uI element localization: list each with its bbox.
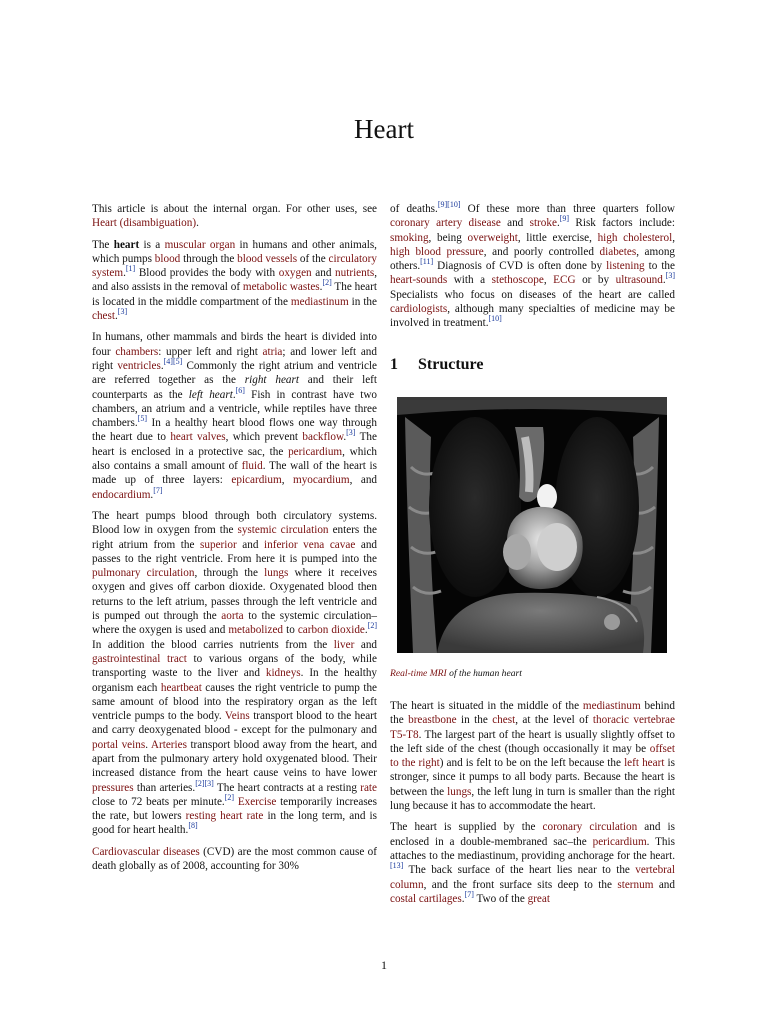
text-run: , which also contains a small amount of [92, 445, 378, 473]
text-run: . [150, 488, 154, 501]
wiki-link[interactable]: Veins [224, 710, 250, 723]
text-run: causes the right ventricle to pump the same amount of blood into the respiratory organ as the left ventricle pumps to the body. [92, 681, 377, 723]
wiki-link[interactable]: Heart (disambiguation) [92, 217, 197, 230]
text-run: , and poorly controlled [483, 245, 600, 258]
right-column [390, 202, 675, 913]
citation-ref[interactable]: [7] [153, 485, 163, 495]
wiki-link[interactable]: pressures [92, 781, 134, 794]
wiki-link[interactable]: stroke [529, 217, 557, 230]
text-run: of the [297, 252, 329, 265]
text-run: The heart is situated in the middle of the [390, 699, 583, 712]
text-run: in the long term, and is good for heart health. [92, 810, 377, 837]
wiki-link[interactable]: blood vessels [237, 252, 298, 265]
text-run: . The wall of the heart is made up of three layers: [92, 460, 377, 487]
paragraph [92, 845, 377, 874]
text-run: in the [456, 714, 493, 727]
text-run: The heart is enclosed in a protective sac, the [92, 431, 377, 458]
paragraph [390, 699, 675, 813]
wiki-link[interactable]: heart-sounds [390, 274, 448, 287]
text-run: , which prevent [225, 431, 303, 444]
wiki-link[interactable]: ultrasound [615, 274, 663, 287]
text-run: and [500, 217, 530, 230]
text-run: , [281, 474, 294, 487]
text-run: of deaths. [390, 203, 438, 215]
text-run: , through the [194, 567, 265, 580]
wiki-link[interactable]: pericardium [288, 445, 343, 458]
wiki-link[interactable]: pericardium [592, 835, 647, 848]
citation-ref[interactable]: [11] [420, 257, 434, 267]
wiki-link[interactable]: liver [333, 638, 355, 651]
wiki-link[interactable]: coronary circulation [542, 821, 638, 834]
wiki-link[interactable]: carbon dioxide [297, 624, 365, 637]
text-run: . [319, 281, 323, 294]
wiki-link[interactable]: listening [606, 260, 645, 273]
wiki-link[interactable]: smoking [390, 231, 429, 244]
wiki-link[interactable]: heart valves [170, 431, 226, 444]
wiki-link[interactable]: chest [92, 310, 115, 323]
text-run: to the systemic circulation–where the oxygen is used and [92, 610, 377, 637]
text-run: and their left counterparts as the [92, 374, 377, 401]
text-run: Specialists who focus on diseases of the heart are called [390, 288, 675, 301]
text-run: Commonly the right atrium and ventricle are referred together as the [92, 359, 377, 387]
text-run: through the [180, 252, 238, 265]
text-run: . [662, 274, 666, 287]
wiki-link[interactable]: metabolized [228, 624, 284, 637]
text-run: is a [139, 238, 165, 251]
wiki-link[interactable]: mediastinum [290, 295, 349, 308]
text-run: and [653, 878, 675, 891]
text-run: . The largest part of the heart is usually slightly offset to the left side of the chest (though occasionally it may be [390, 728, 675, 755]
wiki-link[interactable]: great [527, 892, 550, 905]
text-run: Fish in contrast have two chambers, an atrium and a ventricle, while reptiles have three chambers. [92, 388, 378, 430]
text-run: . In the healthy organism each [92, 667, 378, 694]
wiki-link[interactable]: T5-T8 [390, 728, 419, 741]
text-run: or by [575, 274, 616, 287]
text-run: . [196, 217, 199, 230]
citation-ref[interactable]: [3] [346, 428, 356, 438]
italic-term: left heart [188, 388, 233, 401]
caption-text: of the human heart [446, 667, 522, 679]
page-number: 1 [381, 958, 387, 972]
text-run: , at the level of [515, 714, 593, 727]
wiki-link[interactable]: chambers [115, 345, 159, 358]
citation-ref[interactable]: [6] [235, 385, 245, 395]
text-run: The heart contracts at a resting [213, 781, 361, 794]
text-run: ) and is felt to be on the left because the [439, 757, 625, 770]
right-column-body [390, 699, 675, 906]
text-run: (CVD) are the most common cause of death globally as of 2008, accounting for 30% [92, 845, 377, 873]
text-run: . [556, 217, 560, 230]
wiki-link[interactable]: pulmonary circulation [92, 567, 195, 580]
wiki-link[interactable]: circulatory system [92, 252, 377, 280]
citation-ref[interactable]: [8] [188, 821, 198, 831]
text-run: The heart pumps blood through both circulatory systems. Blood low in oxygen from the [92, 509, 377, 537]
text-run: The heart is located in the middle compartment of the [92, 281, 377, 308]
text-run: Two of the [473, 892, 528, 905]
text-run: behind the [390, 699, 675, 727]
text-run: , [543, 274, 554, 287]
text-run: close to 72 beats per minute. [92, 795, 225, 808]
text-run: The heart is supplied by the [390, 821, 543, 834]
wiki-link[interactable]: Cardiovascular diseases [92, 845, 200, 858]
figure-caption [390, 667, 675, 681]
wiki-link[interactable]: thoracic vertebrae [592, 714, 675, 727]
text-run: , and the front surface sits deep to the [423, 878, 618, 891]
text-run: , although many specialties of medicine may be involved in treatment. [390, 303, 675, 330]
text-run: . [115, 310, 118, 323]
wiki-link[interactable]: backflow [302, 431, 344, 444]
wiki-link[interactable]: rate [360, 781, 377, 794]
bold-term: heart [113, 238, 140, 251]
paragraph [390, 202, 675, 331]
paragraph [390, 820, 675, 906]
citation-ref[interactable]: [10] [488, 314, 502, 324]
wiki-link[interactable]: vertebral column [390, 864, 675, 891]
wiki-link[interactable]: high cholesterol [597, 231, 673, 244]
text-run: In addition the blood carries nutrients from the [92, 638, 334, 651]
text-run: . [160, 359, 164, 372]
text-run: ; and lower left and right [92, 345, 377, 372]
citation-ref[interactable]: [2] [367, 621, 378, 631]
paragraph [92, 509, 377, 838]
wiki-link[interactable]: left heart [624, 757, 665, 770]
wiki-link[interactable]: resting heart rate [185, 810, 264, 823]
text-run: and passes to the right ventricle. From here it is pumped into the [92, 538, 378, 565]
text-run: . [232, 388, 236, 401]
text-run: The back surface of the heart lies near to the [403, 864, 636, 877]
wiki-link[interactable]: fluid [241, 460, 263, 473]
text-run: , and [349, 474, 378, 487]
wiki-link[interactable]: heartbeat [160, 681, 202, 694]
text-run: in the [348, 295, 377, 308]
text-run: and [311, 267, 336, 280]
citation-ref[interactable]: [9] [559, 214, 570, 224]
text-run: to the [644, 260, 675, 273]
text-run: and [236, 538, 265, 551]
citation-ref[interactable]: [9][10] [437, 200, 461, 209]
wiki-link[interactable]: high blood pressure [390, 245, 484, 258]
section-heading-structure [390, 355, 675, 375]
left-column [92, 202, 377, 880]
wiki-link[interactable]: kidneys [265, 667, 301, 680]
text-run: . [123, 267, 126, 280]
wiki-link[interactable]: myocardium [293, 474, 350, 487]
text-run: to [283, 624, 298, 637]
text-run: , being [428, 231, 468, 244]
text-run: , [672, 231, 675, 244]
citation-ref[interactable]: [13] [390, 861, 404, 871]
citation-ref[interactable]: [2] [224, 792, 235, 802]
wiki-link[interactable]: superior [200, 538, 237, 551]
wiki-link[interactable]: ventricles [117, 359, 161, 372]
wiki-link[interactable]: ECG [553, 274, 576, 287]
text-run: In humans, other mammals and birds the heart is divided into four [92, 331, 377, 358]
wiki-link[interactable]: gastrointestinal tract [92, 652, 187, 665]
page-title: Heart [354, 114, 414, 144]
citation-ref[interactable]: [2] [322, 278, 332, 288]
text-run: Diagnosis of CVD is often done by [433, 260, 607, 273]
paragraph [92, 238, 377, 324]
text-run: Of these more than three quarters follow [460, 203, 675, 215]
text-run: . This attaches to the mediastinum, providing anchorage for the heart. [390, 835, 675, 862]
wiki-link[interactable]: breastbone [408, 714, 457, 727]
wiki-link[interactable]: inferior vena cavae [264, 538, 356, 551]
wiki-link[interactable]: Exercise [237, 795, 277, 808]
section-title: Structure [418, 355, 484, 373]
text-run: The [92, 238, 114, 251]
caption-link[interactable]: Real-time MRI [390, 667, 447, 679]
wiki-link[interactable]: diabetes [599, 245, 637, 258]
wiki-link[interactable]: chest [492, 714, 516, 727]
wiki-link[interactable]: mediastinum [582, 699, 641, 712]
wiki-link[interactable]: muscular organ [164, 238, 236, 251]
wiki-link[interactable]: lungs [264, 567, 289, 580]
text-run: where it receives oxygen and gives off carbon dioxide. Oxygenated blood then returns to the left atrium, passes through the left ventricle and is pumped out through the [92, 567, 377, 623]
citation-ref[interactable]: [1] [125, 264, 136, 274]
wiki-link[interactable]: offset to the right [390, 742, 675, 770]
citation-ref[interactable]: [4][5] [163, 356, 183, 366]
text-run: in humans and other animals, which pumps [92, 238, 377, 265]
text-run: and is enclosed in a double-membraned sac–the [390, 821, 675, 848]
text-run: . [343, 431, 347, 444]
citation-ref[interactable]: [3] [665, 271, 675, 281]
citation-ref[interactable]: [7] [464, 889, 474, 899]
text-run: Risk factors include: [569, 217, 676, 230]
text-run: , and also assists in the removal of [92, 267, 377, 294]
text-run: with a [447, 274, 492, 287]
wiki-link[interactable]: sternum [617, 878, 654, 891]
wiki-link[interactable]: cardiologists [390, 303, 448, 316]
text-run: This article is about the internal organ. For other uses, see [92, 203, 377, 215]
paragraph [92, 202, 377, 231]
citation-ref[interactable]: [2][3] [195, 778, 214, 788]
wiki-link[interactable]: blood [154, 252, 181, 265]
wiki-link[interactable]: Arteries [150, 738, 187, 751]
right-column-intro [390, 202, 675, 331]
wiki-link[interactable]: endocardium [92, 488, 151, 501]
wiki-link[interactable]: portal veins [92, 738, 146, 751]
text-run: , the left lung in turn is smaller than the right lung because it has to accommodate the heart. [390, 785, 675, 813]
citation-ref[interactable]: [3] [117, 307, 128, 317]
wiki-link[interactable]: oxygen [278, 267, 312, 280]
text-run: transport blood to the heart and carry deoxygenated blood - except for the pulmonary and [92, 710, 377, 737]
wiki-link[interactable]: metabolic wastes [242, 281, 320, 294]
text-run: temporarily increases the rate, but lowers [92, 795, 377, 823]
text-run: . [461, 892, 465, 905]
wiki-link[interactable]: aorta [221, 610, 244, 623]
wiki-link[interactable]: overweight [467, 231, 518, 244]
text-run: , little exercise, [517, 231, 598, 244]
text-run: . [364, 624, 368, 637]
wiki-link[interactable]: costal cartilages [390, 892, 462, 905]
mri-image-graphic [397, 397, 667, 653]
text-run: enters the right atrium from the [92, 524, 377, 551]
text-run: and [354, 638, 378, 651]
text-run: Blood provides the body with [135, 267, 279, 280]
wiki-link[interactable]: stethoscope [491, 274, 544, 287]
section-number: 1 [390, 355, 398, 373]
text-run: In a healthy heart blood flows one way through the heart due to [92, 417, 377, 444]
wiki-link[interactable]: atria [262, 345, 283, 358]
text-run: transport blood away from the heart, and apart from the pulmonary artery hold oxygenated blood. Their increased distance from the heart cause veins to have lower [92, 738, 377, 780]
paragraph [92, 330, 377, 502]
text-run: than arteries. [133, 781, 196, 794]
italic-term: right heart [244, 374, 299, 387]
text-run: is stronger, since it pumps to all body parts. Because the heart is between the [390, 757, 675, 798]
wiki-link[interactable]: coronary artery disease [390, 217, 501, 230]
text-run: , among others. [390, 245, 676, 273]
text-run: to various organs of the body, while transporting waste to the liver and [92, 652, 378, 680]
citation-ref[interactable]: [5] [137, 414, 147, 424]
wiki-link[interactable]: lungs [447, 785, 472, 798]
text-run: . [145, 738, 151, 751]
wiki-link[interactable]: epicardium [231, 474, 282, 487]
wiki-link[interactable]: nutrients [335, 267, 375, 280]
text-run: : upper left and right [158, 345, 263, 358]
mri-heart-image [397, 397, 667, 653]
wiki-link[interactable]: systemic circulation [237, 524, 329, 537]
